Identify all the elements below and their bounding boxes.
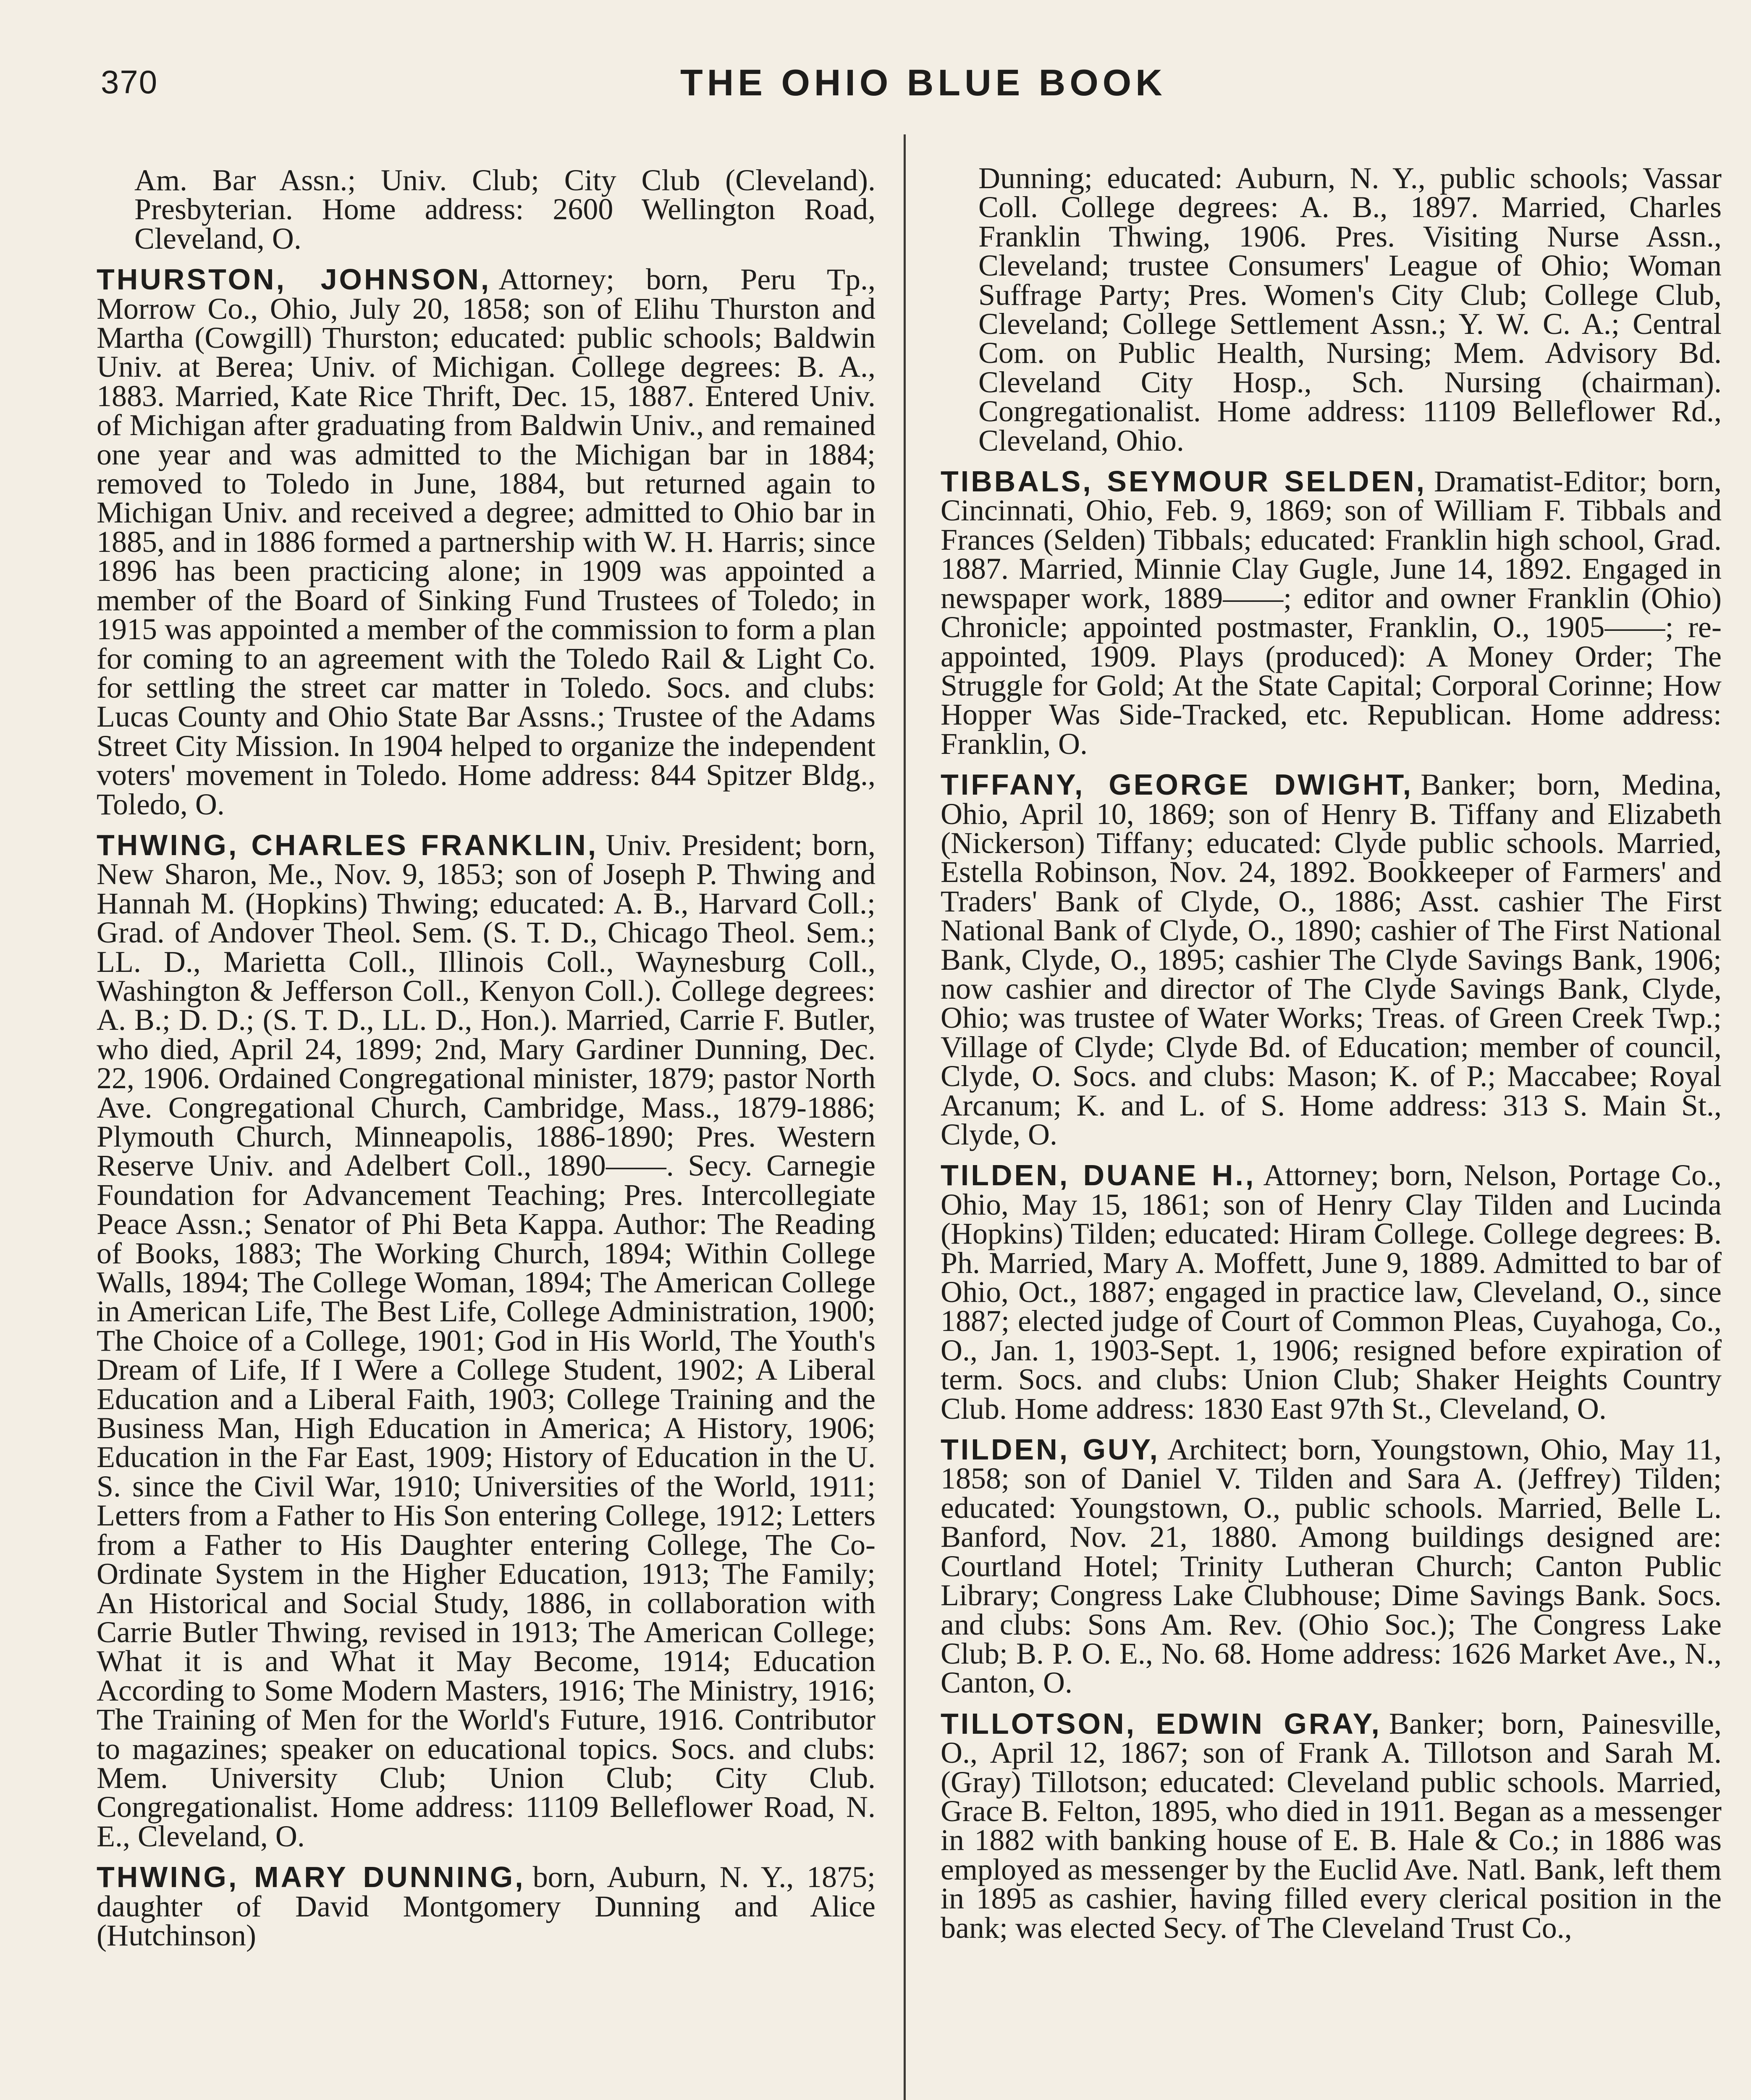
biography-entry: [941, 770, 1722, 1149]
entry-name: THWING, CHARLES FRANKLIN,: [97, 828, 598, 861]
biography-entry: [941, 1158, 1722, 1425]
entry-text: Attorney; born, Nelson, Portage Co., Ohio, May 15, 1861; son of Henry Clay Tilden and Lucinda (Hopkins) Tilden; educated: Hiram College. College degrees: B. Ph. Married, Mary A. Moffett, June 9, 1889. Admitted to bar of Ohio, Oct., 1887; engaged in practice law, Cleveland, O., since 1887; elected judge of Court of Common Pleas, Cuyahoga, Co., O., Jan. 1, 1903-Sept. 1, 1906; resigned before expiration of term. Socs. and clubs: Union Club; Shaker Heights Country Club. Home address: 1830 East 97th St., Cleveland, O.: [941, 1158, 1722, 1425]
right-column: [941, 161, 1722, 1954]
page-header: [101, 63, 1688, 113]
entry-text: Am. Bar Assn.; Univ. Club; City Club (Cleveland). Presbyterian. Home address: 2600 Wellington Road, Cleveland, O.: [134, 163, 876, 255]
entry-name: THURSTON, JOHNSON,: [97, 263, 491, 296]
biography-entry: [97, 262, 876, 821]
entry-text: Banker; born, Painesville, O., April 12, 1867; son of Frank A. Tillotson and Sarah M. (Gray) Tillotson; educated: Cleveland public schools. Married, Grace B. Felton, 1895, who died in 1911. Began as a messenger in 1882 with banking house of E. B. Hale & Co.; in 1886 was employed as messenger by the Euclid Ave. Natl. Bank, left them in 1895 as cashier, having filled every clerical position in the bank; was elected Secy. of The Cleveland Trust Co.,: [941, 1706, 1722, 1945]
entry-text: Dunning; educated: Auburn, N. Y., public schools; Vassar Coll. College degrees: A. B., 1897. Married, Charles Franklin Thwing, 1906. Pres. Visiting Nurse Assn., Cleveland; trustee Consumers' League of Ohio; Woman Suffrage Party; Pres. Women's City Club; College Club, Cleveland; College Settlement Assn.; Y. W. C. A.; Central Com. on Public Health, Nursing; Mem. Advisory Bd. Cleveland City Hosp., Sch. Nursing (chairman). Congregationalist. Home address: 11109 Belleflower Rd., Cleveland, Ohio.: [978, 161, 1722, 457]
entry-name: THWING, MARY DUNNING,: [97, 1861, 525, 1894]
entry-name: TIFFANY, GEORGE DWIGHT,: [941, 768, 1413, 801]
entry-text: Architect; born, Youngstown, Ohio, May 11, 1858; son of Daniel V. Tilden and Sara A. (Jeffrey) Tilden; educated: Youngstown, O., public schools. Married, Belle L. Banford, Nov. 21, 1880. Among buildings designed are: Courtland Hotel; Trinity Lutheran Church; Canton Public Library; Congress Lake Clubhouse; Dime Savings Bank. Socs. and clubs: Sons Am. Rev. (Ohio Soc.); The Congress Lake Club; B. P. O. E., No. 68. Home address: 1626 Market Ave., N., Canton, O.: [941, 1433, 1722, 1700]
biography-entry: [97, 828, 876, 1853]
biography-entry: [941, 1706, 1722, 1945]
entry-text: Attorney; born, Peru Tp., Morrow Co., Ohio, July 20, 1858; son of Elihu Thurston and Martha (Cowgill) Thurston; educated: public schools; Baldwin Univ. at Berea; Univ. of Michigan. College degrees: B. A., 1883. Married, Kate Rice Thrift, Dec. 15, 1887. Entered Univ. of Michigan after graduating from Baldwin Univ., and remained one year and was admitted to the Michigan bar in 1884; removed to Toledo in June, 1884, but returned again to Michigan Univ. and received a degree; admitted to Ohio bar in 1885, and in 1886 formed a partnership with W. H. Harris; since 1896 has been practicing alone; in 1909 was appointed a member of the Board of Sinking Fund Trustees of Toledo; in 1915 was appointed a member of the commission to form a plan for coming to an agreement with the Toledo Rail & Light Co. for settling the street car matter in Toledo. Socs. and clubs: Lucas County and Ohio State Bar Assns.; Trustee of the Adams Street City Mission. In 1904 helped to organize the independent voters' movement in Toledo. Home address: 844 Spitzer Bldg., Toledo, O.: [97, 262, 876, 821]
page-number: 370: [101, 63, 158, 100]
continuation-entry: [941, 161, 1722, 457]
entry-name: TILDEN, GUY,: [941, 1433, 1160, 1466]
biography-entry: [97, 1860, 876, 1952]
entry-text: Banker; born, Medina, Ohio, April 10, 1869; son of Henry B. Tiffany and Elizabeth (Nickerson) Tiffany; educated: Clyde public schools. Married, Estella Robinson, Nov. 24, 1892. Bookkeeper of Farmers' and Traders' Bank of Clyde, O., 1886; Asst. cashier The First National Bank of Clyde, O., 1890; cashier of The First National Bank, Clyde, O., 1895; cashier The Clyde Savings Bank, 1906; now cashier and director of The Clyde Savings Bank, Clyde, Ohio; was trustee of Water Works; Treas. of Green Creek Twp.; Village of Clyde; Clyde Bd. of Education; member of council, Clyde, O. Socs. and clubs: Mason; K. of P.; Maccabee; Royal Arcanum; K. and L. of S. Home address: 313 S. Main St., Clyde, O.: [941, 768, 1722, 1151]
entry-text: Dramatist-Editor; born, Cincinnati, Ohio, Feb. 9, 1869; son of William F. Tibbals and Frances (Selden) Tibbals; educated: Franklin high school, Grad. 1887. Married, Minnie Clay Gugle, June 14, 1892. Engaged in newspaper work, 1889——; editor and owner Franklin (Ohio) Chronicle; appointed postmaster, Franklin, O., 1905——; re-appointed, 1909. Plays (produced): A Money Order; The Struggle for Gold; At the State Capital; Corporal Corinne; How Hopper Was Side-Tracked, etc. Republican. Home address: Franklin, O.: [941, 465, 1722, 761]
running-title: THE OHIO BLUE BOOK: [680, 62, 1166, 103]
entry-name: TIBBALS, SEYMOUR SELDEN,: [941, 465, 1427, 498]
column-divider: [904, 134, 906, 2100]
entry-text: Univ. President; born, New Sharon, Me., Nov. 9, 1853; son of Joseph P. Thwing and Hannah M. (Hopkins) Thwing; educated: A. B., Harvard Coll.; Grad. of Andover Theol. Sem. (S. T. D., Chicago Theol. Sem.; LL. D., Marietta Coll., Illinois Coll., Waynesburg Coll., Washington & Jefferson Coll., Kenyon Coll.). College degrees: A. B.; D. D.; (S. T. D., LL. D., Hon.). Married, Carrie F. Butler, who died, April 24, 1899; 2nd, Mary Gardiner Dunning, Dec. 22, 1906. Ordained Congregational minister, 1879; pastor North Ave. Congregational Church, Cambridge, Mass., 1879-1886; Plymouth Church, Minneapolis, 1886-1890; Pres. Western Reserve Univ. and Adelbert Coll., 1890——. Secy. Carnegie Foundation for Advancement Teaching; Pres. Intercollegiate Peace Assn.; Senator of Phi Beta Kappa. Author: The Reading of Books, 1883; The Working Church, 1894; Within College Walls, 1894; The College Woman, 1894; The American College in American Life, The Best Life, College Administration, 1900; The Choice of a College, 1901; God in His World, The Youth's Dream of Life, If I Were a College Student, 1902; A Liberal Education and a Liberal Faith, 1903; College Training and the Business Man, High Education in America; A History, 1906; Education in the Far East, 1909; History of Education in the U. S. since the Civil War, 1910; Universities of the World, 1911; Letters from a Father to His Son entering College, 1912; Letters from a Father to His Daughter entering College, The Co-Ordinate System in the Higher Education, 1913; The Family; An Historical and Social Study, 1886, in collaboration with Carrie Butler Thwing, revised in 1913; The American College; What it is and What it May Become, 1914; Education According to Some Modern Masters, 1916; The Ministry, 1916; The Training of Men for the World's Future, 1916. Contributor to magazines; speaker on educational topics. Socs. and clubs: Mem. University Club; Union Club; City Club. Congregationalist. Home address: 11109 Belleflower Road, N. E., Cleveland, O.: [97, 828, 876, 1853]
entry-name: TILLOTSON, EDWIN GRAY,: [941, 1707, 1381, 1740]
continuation-entry: [97, 163, 876, 255]
left-column: [97, 163, 876, 1962]
entry-text: born, Auburn, N. Y., 1875; daughter of David Montgomery Dunning and Alice (Hutchinson): [97, 1860, 876, 1952]
biography-entry: [941, 467, 1722, 759]
entry-name: TILDEN, DUANE H.,: [941, 1159, 1256, 1192]
biography-entry: [941, 1435, 1722, 1698]
